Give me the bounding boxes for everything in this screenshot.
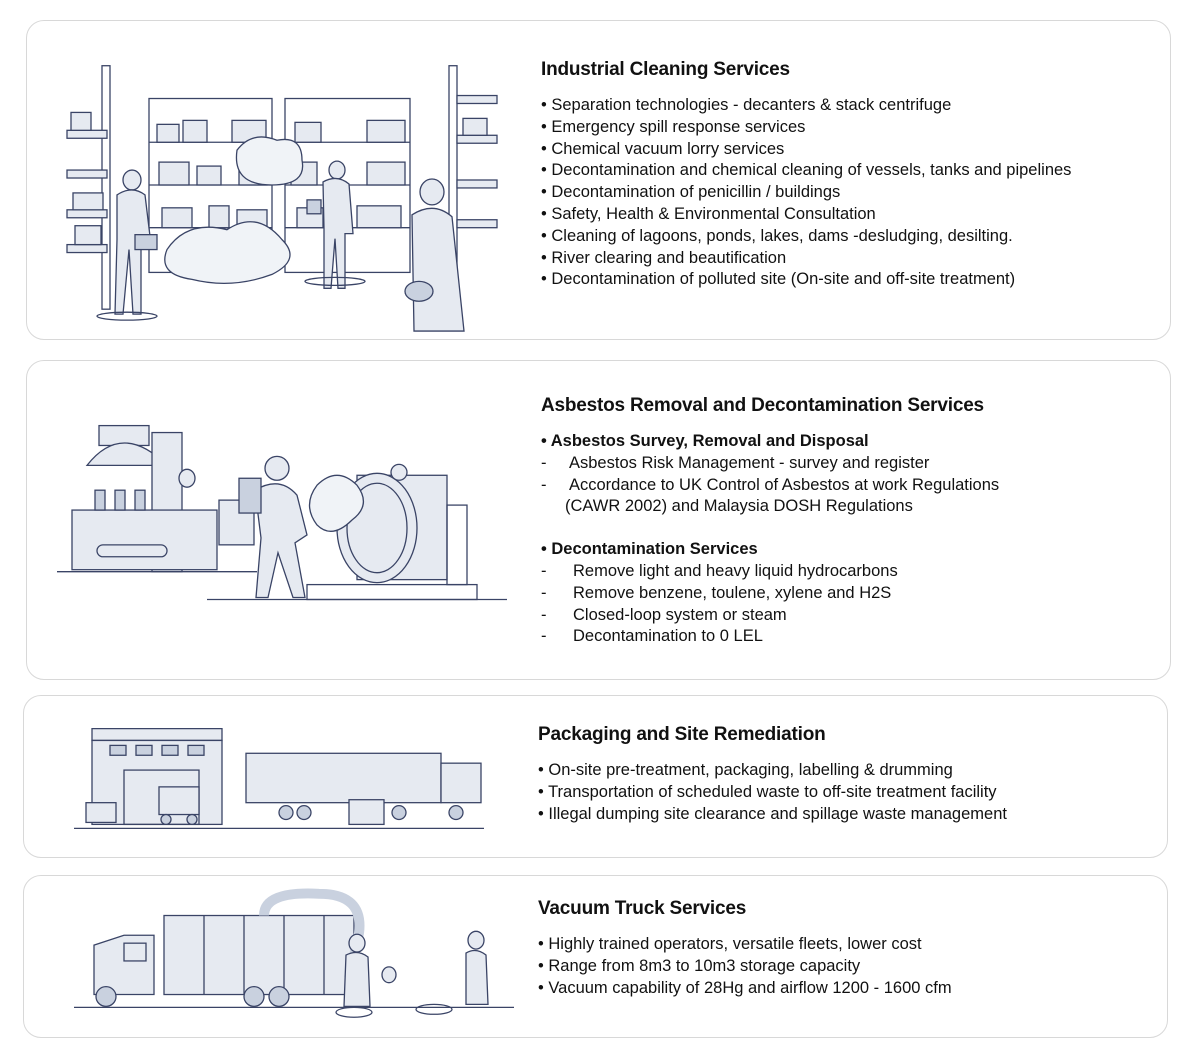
group-heading: • Asbestos Survey, Removal and Disposal bbox=[541, 432, 869, 450]
warehouse-truck-illustration-icon bbox=[24, 696, 534, 857]
survey-group bbox=[541, 431, 1150, 518]
list-item: • Emergency spill response services bbox=[541, 117, 806, 136]
vacuum-truck-illustration-icon bbox=[24, 876, 534, 1037]
section-title: Packaging and Site Remediation bbox=[538, 724, 826, 745]
list-item bbox=[541, 496, 1150, 518]
list-item: • Transportation of scheduled waste to off-site treatment facility bbox=[538, 782, 997, 801]
list-item-text: (CAWR 2002) and Malaysia DOSH Regulations bbox=[565, 497, 913, 516]
dash-marker: - bbox=[541, 475, 547, 494]
dash-marker: - bbox=[541, 453, 547, 472]
warehouse-cleaning-illustration-icon bbox=[27, 21, 537, 339]
list-item: • Decontamination of penicillin / buildings bbox=[541, 183, 841, 202]
list-item: • On-site pre-treatment, packaging, labelling & drumming bbox=[538, 761, 953, 779]
list-item: • River clearing and beautification bbox=[541, 248, 787, 267]
list-item bbox=[541, 561, 1150, 583]
list-item bbox=[541, 605, 1150, 627]
list-item bbox=[541, 583, 1150, 605]
section-title: Vacuum Truck Services bbox=[538, 898, 747, 919]
service-list bbox=[541, 95, 1150, 291]
list-item: • Highly trained operators, versatile fleets, lower cost bbox=[538, 935, 922, 953]
section-title: Industrial Cleaning Services bbox=[541, 59, 790, 80]
dash-marker bbox=[541, 496, 565, 518]
list-item-text: Decontamination to 0 LEL bbox=[573, 627, 763, 646]
dash-marker: - bbox=[541, 561, 547, 580]
list-item: • Separation technologies - decanters & stack centrifuge bbox=[541, 96, 952, 114]
section-title: Asbestos Removal and Decontamination Services bbox=[541, 395, 984, 416]
list-item: • Decontamination of polluted site (On-site and off-site treatment) bbox=[541, 270, 1016, 289]
group-heading: • Decontamination Services bbox=[541, 540, 758, 559]
list-item-text: Asbestos Risk Management - survey and register bbox=[569, 453, 930, 472]
service-list bbox=[538, 760, 1147, 825]
dash-marker: - bbox=[541, 627, 547, 646]
list-item: • Illegal dumping site clearance and spillage waste management bbox=[538, 804, 1007, 823]
service-card-asbestos-removal bbox=[26, 360, 1171, 680]
service-card-vacuum-truck bbox=[23, 875, 1168, 1038]
list-item-text: Accordance to UK Control of Asbestos at work Regulations bbox=[569, 475, 1000, 494]
decontamination-group bbox=[541, 539, 1150, 648]
list-item: • Chemical vacuum lorry services bbox=[541, 139, 785, 158]
list-item: • Range from 8m3 to 10m3 storage capacity bbox=[538, 956, 861, 975]
asbestos-removal-illustration-icon bbox=[27, 361, 537, 679]
list-item: • Cleaning of lagoons, ponds, lakes, dams -desludging, desilting. bbox=[541, 226, 1013, 245]
list-item bbox=[541, 475, 1150, 497]
service-card-packaging-remediation bbox=[23, 695, 1168, 858]
list-item: • Decontamination and chemical cleaning of vessels, tanks and pipelines bbox=[541, 161, 1072, 180]
list-item-text: Remove light and heavy liquid hydrocarbons bbox=[573, 561, 898, 580]
service-card-industrial-cleaning bbox=[26, 20, 1171, 340]
list-item: • Vacuum capability of 28Hg and airflow 1200 - 1600 cfm bbox=[538, 978, 952, 997]
dash-marker: - bbox=[541, 583, 547, 602]
list-item-text: Closed-loop system or steam bbox=[573, 605, 787, 624]
list-item bbox=[541, 626, 1150, 648]
list-item: • Safety, Health & Environmental Consultation bbox=[541, 204, 876, 223]
list-item-text: Remove benzene, toulene, xylene and H2S bbox=[573, 583, 892, 602]
list-item bbox=[541, 453, 1150, 475]
service-list bbox=[538, 934, 1147, 999]
dash-marker: - bbox=[541, 605, 547, 624]
